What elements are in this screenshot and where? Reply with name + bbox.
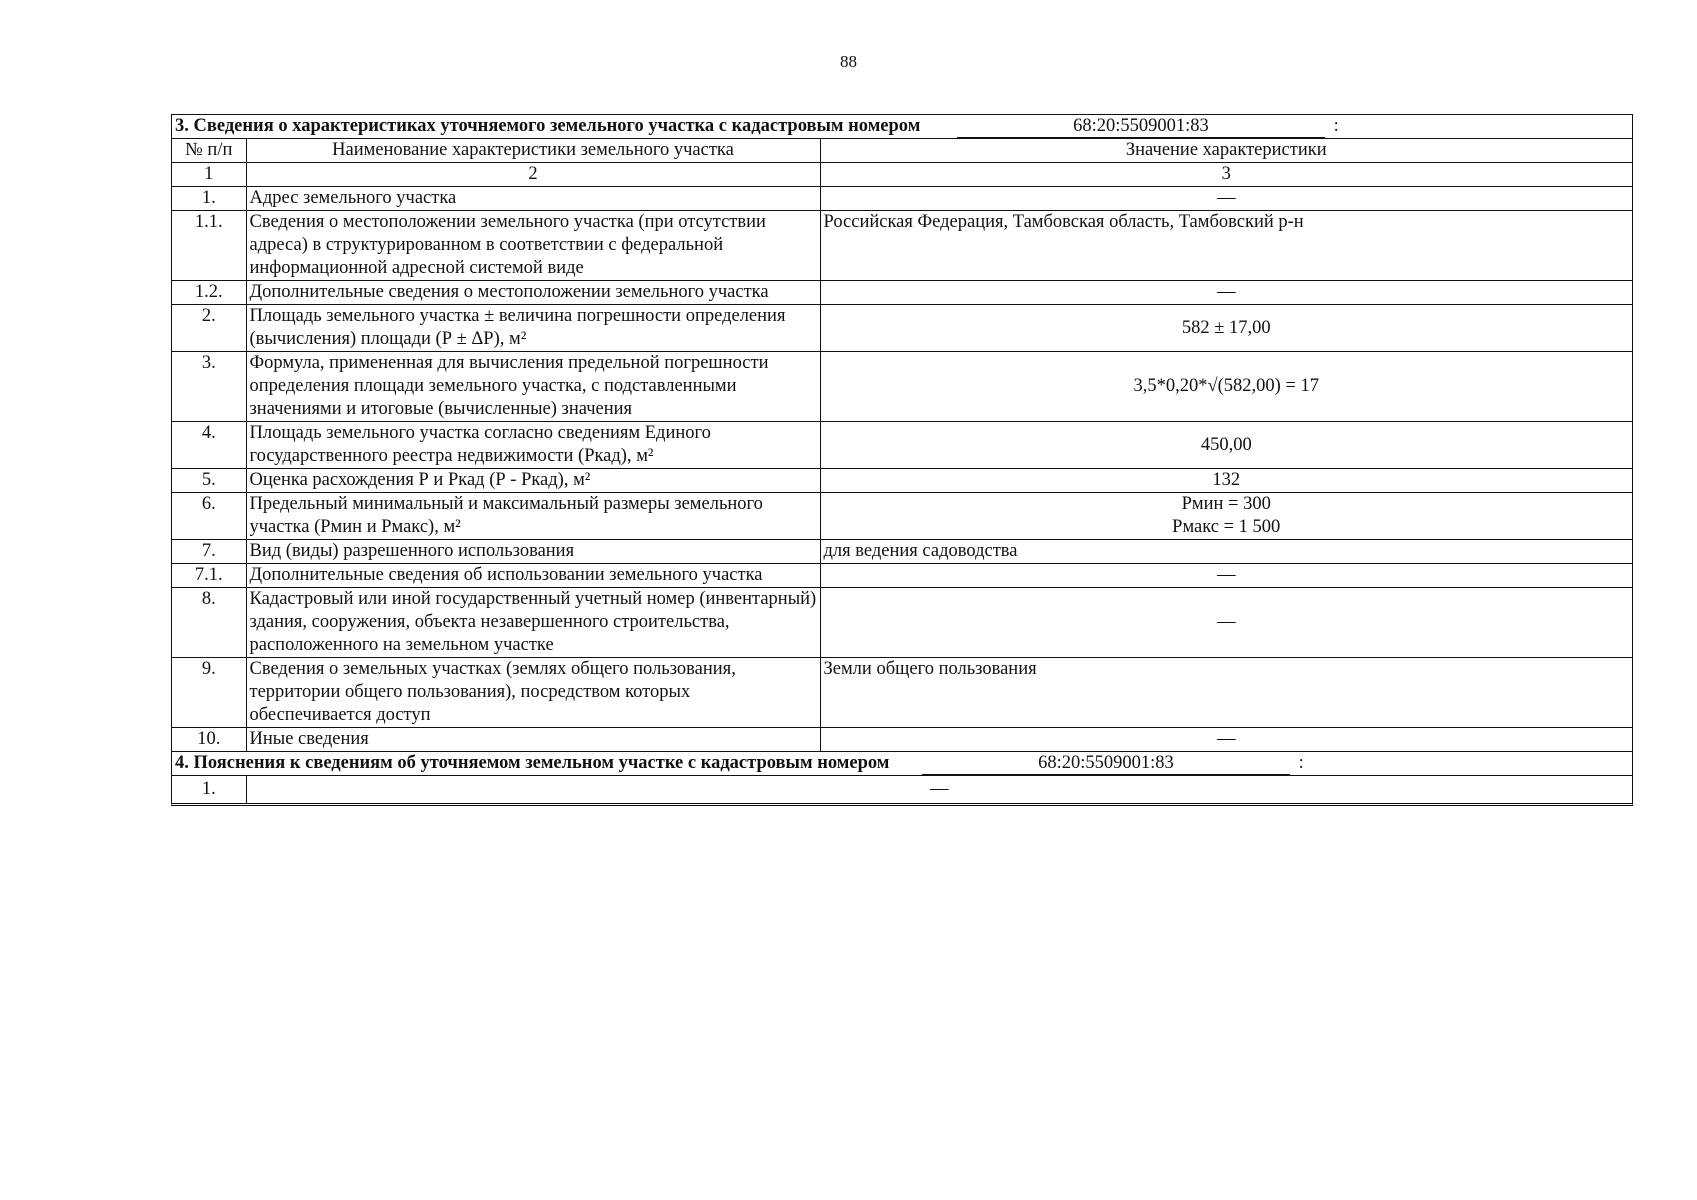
table-row <box>172 352 1632 422</box>
section-4-row <box>172 776 1632 804</box>
area-min-value: Рмин = 300 <box>1181 494 1271 514</box>
row-characteristic-name: Формула, примененная для вычисления предельной погрешности определения площади земельного участка, с подставленными значениями и итоговые (вычисленные) значения <box>246 352 820 422</box>
table-row <box>172 469 1632 493</box>
section-3-colon: : <box>1333 116 1339 136</box>
row-characteristic-value: 582 ± 17,00 <box>820 305 1632 352</box>
table-row <box>172 187 1632 211</box>
row-characteristic-value: Российская Федерация, Тамбовская область, Тамбовский р-н <box>820 211 1632 281</box>
numbering-col-2: 2 <box>246 163 820 187</box>
table-row <box>172 588 1632 658</box>
characteristics-table <box>172 115 1632 803</box>
table-row <box>172 281 1632 305</box>
row-characteristic-value: — <box>820 728 1632 752</box>
section-3-heading-row <box>172 115 1632 139</box>
row-characteristic-name: Адрес земельного участка <box>246 187 820 211</box>
row-characteristic-name: Дополнительные сведения о местоположении земельного участка <box>246 281 820 305</box>
section-4-row-number: 1. <box>172 776 246 804</box>
table-row <box>172 422 1632 469</box>
row-characteristic-value: 3,5*0,20*√(582,00) = 17 <box>820 352 1632 422</box>
row-characteristic-value: Земли общего пользования <box>820 658 1632 728</box>
cadastral-characteristics-sheet <box>171 114 1633 806</box>
row-characteristic-name: Кадастровый или иной государственный учетный номер (инвентарный) здания, сооружения, объекта незавершенного строительства, расположенного на земельном участке <box>246 588 820 658</box>
section-4-colon: : <box>1298 753 1304 773</box>
row-characteristic-value: — <box>820 588 1632 658</box>
table-row <box>172 305 1632 352</box>
section-4-heading <box>172 752 1632 776</box>
numbering-row <box>172 163 1632 187</box>
row-characteristic-name: Площадь земельного участка ± величина погрешности определения (вычисления) площади (Р ± ΔР), м² <box>246 305 820 352</box>
table-row <box>172 658 1632 728</box>
row-number: 4. <box>172 422 246 469</box>
row-characteristic-name: Площадь земельного участка согласно сведениям Единого государственного реестра недвижимости (Ркад), м² <box>246 422 820 469</box>
table-row <box>172 728 1632 752</box>
row-characteristic-name: Дополнительные сведения об использовании земельного участка <box>246 564 820 588</box>
section-3-title: 3. Сведения о характеристиках уточняемого земельного участка с кадастровым номером <box>175 116 921 136</box>
area-max-value: Рмакс = 1 500 <box>1172 517 1281 537</box>
row-characteristic-value <box>820 493 1632 540</box>
row-characteristic-name: Вид (виды) разрешенного использования <box>246 540 820 564</box>
row-characteristic-value: 132 <box>820 469 1632 493</box>
section-4-title: 4. Пояснения к сведениям об уточняемом земельном участке с кадастровым номером <box>175 753 890 773</box>
row-characteristic-name: Оценка расхождения Р и Ркад (Р - Ркад), м² <box>246 469 820 493</box>
row-characteristic-value: для ведения садоводства <box>820 540 1632 564</box>
header-col-value: Значение характеристики <box>820 139 1632 163</box>
row-number: 3. <box>172 352 246 422</box>
section-4-row-value: — <box>246 776 1632 804</box>
row-characteristic-value: — <box>820 187 1632 211</box>
table-row <box>172 564 1632 588</box>
row-number: 1.2. <box>172 281 246 305</box>
section-4-heading-row <box>172 752 1632 776</box>
row-number: 1.1. <box>172 211 246 281</box>
row-number: 5. <box>172 469 246 493</box>
row-characteristic-name: Предельный минимальный и максимальный размеры земельного участка (Рмин и Рмакс), м² <box>246 493 820 540</box>
header-col-name: Наименование характеристики земельного участка <box>246 139 820 163</box>
header-col-number: № п/п <box>172 139 246 163</box>
row-number: 2. <box>172 305 246 352</box>
numbering-col-3: 3 <box>820 163 1632 187</box>
row-number: 6. <box>172 493 246 540</box>
section-4-cadastral-number: 68:20:5509001:83 <box>922 753 1290 775</box>
numbering-col-1: 1 <box>172 163 246 187</box>
table-row <box>172 211 1632 281</box>
row-number: 7. <box>172 540 246 564</box>
page-number: 88 <box>840 52 857 71</box>
row-characteristic-value: — <box>820 281 1632 305</box>
row-characteristic-name: Сведения о местоположении земельного участка (при отсутствии адреса) в структурированном в соответствии с федеральной информационной адресной системой виде <box>246 211 820 281</box>
row-number: 10. <box>172 728 246 752</box>
table-row <box>172 493 1632 540</box>
header-row <box>172 139 1632 163</box>
section-3-cadastral-number: 68:20:5509001:83 <box>957 116 1325 138</box>
row-characteristic-name: Сведения о земельных участках (землях общего пользования, территории общего пользования), посредством которых обеспечивается доступ <box>246 658 820 728</box>
row-characteristic-value: 450,00 <box>820 422 1632 469</box>
row-number: 7.1. <box>172 564 246 588</box>
section-3-heading <box>172 115 1632 139</box>
table-row <box>172 540 1632 564</box>
row-number: 1. <box>172 187 246 211</box>
row-number: 9. <box>172 658 246 728</box>
row-characteristic-name: Иные сведения <box>246 728 820 752</box>
row-number: 8. <box>172 588 246 658</box>
row-characteristic-value: — <box>820 564 1632 588</box>
